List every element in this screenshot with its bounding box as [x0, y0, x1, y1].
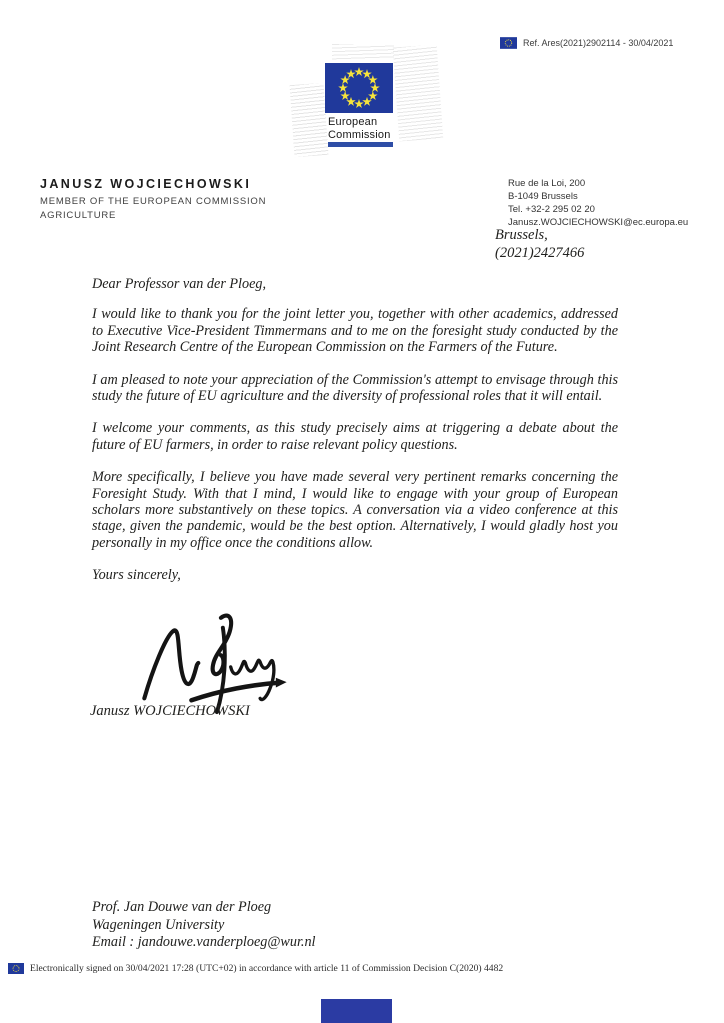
european-commission-logo	[292, 44, 442, 156]
recipient-email: Email : jandouwe.vanderploeg@wur.nl	[92, 934, 316, 950]
closing-formula: Yours sincerely,	[92, 567, 181, 584]
paragraph: I welcome your comments, as this study precisely aims at triggering a debate about the future of EU farmers, in order to raise relevant policy questions.	[92, 420, 618, 453]
paragraph: More specifically, I believe you have made several very pertinent remarks concerning the Foresight Study. With that I mind, I would like to engage with your group of European scholars more substantively on these topics. A conversation via a video conference at this stage, given the pandemic, would be the best option. Alternatively, I would gladly host you personally in my office once the conditions allow.	[92, 469, 618, 551]
contact-email: Janusz.WOJCIECHOWSKI@ec.europa.eu	[508, 217, 689, 228]
signer-name: Janusz WOJCIECHOWSKI	[90, 703, 250, 719]
registration-ref-text: Ref. Ares(2021)2902114 - 30/04/2021	[523, 38, 674, 48]
electronic-signature-footer	[8, 961, 503, 975]
sender-name: JANUSZ WOJCIECHOWSKI	[40, 177, 252, 191]
sender-portfolio: AGRICULTURE	[40, 210, 117, 221]
dateline	[495, 226, 584, 262]
recipient-name: Prof. Jan Douwe van der Ploeg	[92, 899, 272, 915]
logo-wordmark	[328, 116, 391, 141]
recipient-organisation: Wageningen University	[92, 916, 225, 933]
bottom-blue-rectangle	[321, 999, 392, 1023]
logo-hatch-decoration-top	[332, 44, 394, 60]
eu-flag-icon	[8, 963, 24, 974]
contact-tel: Tel. +32-2 295 02 20	[508, 204, 595, 215]
contact-address-line1: Rue de la Loi, 200	[508, 178, 586, 189]
logo-wordmark-line2: Commission	[328, 128, 391, 141]
logo-underline-bar	[328, 142, 393, 147]
handwritten-signature	[136, 610, 294, 716]
dateline-place: Brussels,	[495, 227, 548, 243]
registration-ref-line	[500, 35, 673, 51]
sender-block	[40, 177, 266, 223]
sender-role: MEMBER OF THE EUROPEAN COMMISSION	[40, 196, 267, 207]
eu-flag-icon	[325, 63, 393, 113]
contact-address-line2: B-1049 Brussels	[508, 191, 578, 202]
logo-wordmark-line1: European	[328, 116, 378, 128]
salutation: Dear Professor van der Ploeg,	[92, 276, 267, 292]
letter-body	[92, 276, 618, 584]
logo-hatch-decoration-left	[290, 83, 329, 157]
dateline-reference: (2021)2427466	[495, 245, 585, 261]
electronic-signature-text: Electronically signed on 30/04/2021 17:28 (UTC+02) in accordance with article 11 of Commission Decision C(2020) 4482	[30, 962, 504, 974]
logo-hatch-decoration-right	[393, 45, 443, 142]
paragraph: I am pleased to note your appreciation of the Commission's attempt to envisage through this study the future of EU agriculture and the diversity of professional roles that it will entail.	[92, 371, 618, 405]
recipient-block	[92, 899, 315, 952]
eu-flag-icon	[500, 37, 517, 49]
paragraph: I would like to thank you for the joint letter you, together with other academics, addressed to Executive Vice-President Timmermans and to me on the foresight study conducted by the Joint Research Centre of the European Commission on the Farmers of the Future.	[92, 306, 618, 356]
contact-block	[508, 177, 688, 229]
